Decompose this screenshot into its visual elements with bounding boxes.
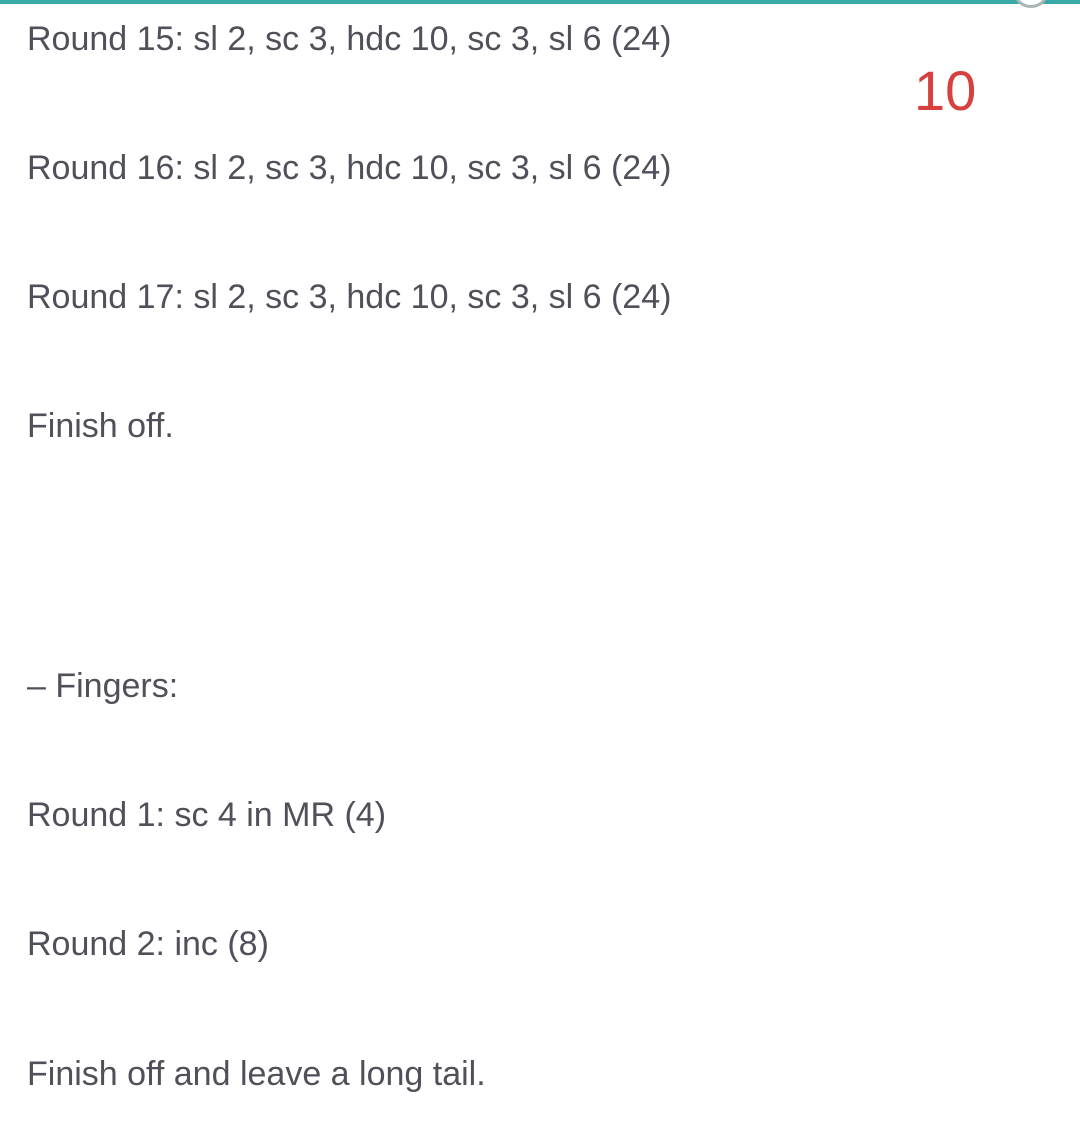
scroll-handle-icon[interactable] bbox=[1014, 0, 1048, 8]
section-heading-fingers: – Fingers: bbox=[27, 667, 179, 705]
pattern-line-round-15: Round 15: sl 2, sc 3, hdc 10, sc 3, sl 6 (24) bbox=[27, 20, 672, 58]
pattern-line-finish-tail: Finish off and leave a long tail. bbox=[27, 1055, 486, 1093]
pattern-line-round-16: Round 16: sl 2, sc 3, hdc 10, sc 3, sl 6 (24) bbox=[27, 149, 672, 187]
pattern-line-finish-off: Finish off. bbox=[27, 407, 174, 445]
top-accent-bar bbox=[0, 0, 1080, 4]
pattern-line-fingers-round-1: Round 1: sc 4 in MR (4) bbox=[27, 796, 387, 834]
pattern-line-fingers-round-2: Round 2: inc (8) bbox=[27, 925, 269, 963]
pattern-line-round-17: Round 17: sl 2, sc 3, hdc 10, sc 3, sl 6 (24) bbox=[27, 278, 672, 316]
page-counter: 10 bbox=[914, 59, 977, 122]
